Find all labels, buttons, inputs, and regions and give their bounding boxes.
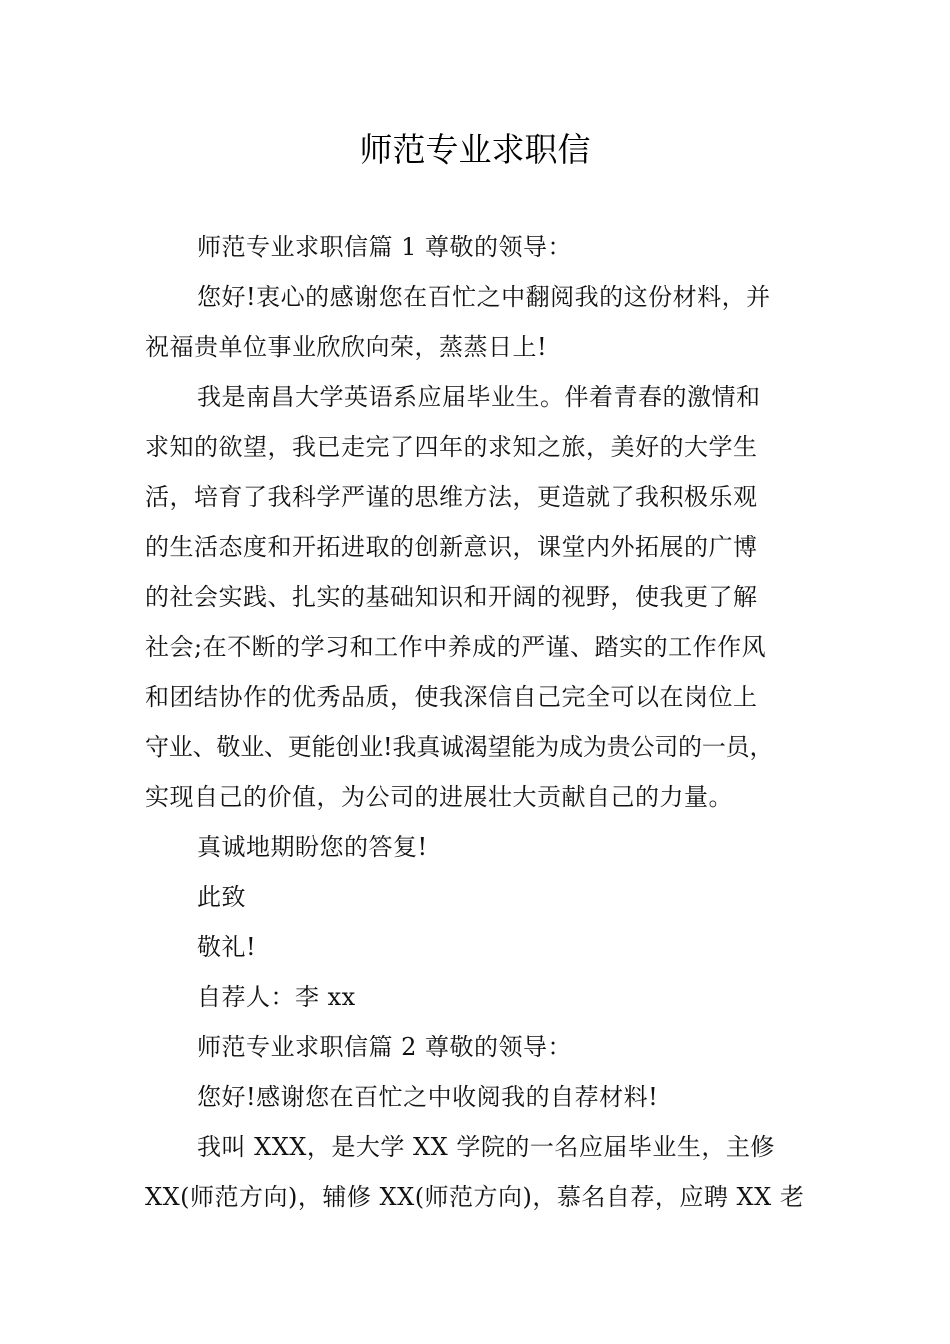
paragraph-line: 您好!衷心的感谢您在百忙之中翻阅我的这份材料，并 bbox=[197, 283, 771, 311]
paragraph-line: 师范专业求职信篇 1 尊敬的领导： bbox=[197, 233, 573, 261]
paragraph-line: 您好!感谢您在百忙之中收阅我的自荐材料! bbox=[197, 1083, 659, 1111]
closing-line: 敬礼! bbox=[197, 933, 257, 961]
paragraph-line: 的社会实践、扎实的基础知识和开阔的视野，使我更了解 bbox=[145, 583, 758, 611]
paragraph-line: 活，培育了我科学严谨的思维方法，更造就了我积极乐观 bbox=[145, 483, 758, 511]
paragraph-line: 守业、敬业、更能创业!我真诚渴望能为成为贵公司的一员， bbox=[145, 733, 774, 761]
closing-line: 此致 bbox=[197, 883, 246, 911]
paragraph-line: 我是南昌大学英语系应届毕业生。伴着青春的激情和 bbox=[197, 383, 761, 411]
document-title: 师范专业求职信 bbox=[359, 130, 591, 169]
paragraph-line: 求知的欲望，我已走完了四年的求知之旅，美好的大学生 bbox=[145, 433, 758, 461]
paragraph-line: 我叫 XXX，是大学 XX 学院的一名应届毕业生，主修 bbox=[197, 1133, 775, 1161]
paragraph-line: XX(师范方向)，辅修 XX(师范方向)，慕名自荐，应聘 XX 老 bbox=[145, 1183, 805, 1211]
paragraph-line: 社会;在不断的学习和工作中养成的严谨、踏实的工作作风 bbox=[145, 633, 767, 661]
closing-line: 真诚地期盼您的答复! bbox=[197, 833, 428, 861]
paragraph-line: 祝福贵单位事业欣欣向荣，蒸蒸日上! bbox=[145, 333, 548, 361]
section-heading-line: 师范专业求职信篇 2 尊敬的领导： bbox=[197, 1033, 573, 1061]
signature-line: 自荐人：李 xx bbox=[197, 983, 356, 1011]
paragraph-line: 实现自己的价值，为公司的进展壮大贡献自己的力量。 bbox=[145, 783, 733, 811]
paragraph-line: 和团结协作的优秀品质，使我深信自己完全可以在岗位上 bbox=[145, 683, 758, 711]
paragraph-line: 的生活态度和开拓进取的创新意识，课堂内外拓展的广博 bbox=[145, 533, 758, 561]
document-body bbox=[145, 222, 825, 1222]
